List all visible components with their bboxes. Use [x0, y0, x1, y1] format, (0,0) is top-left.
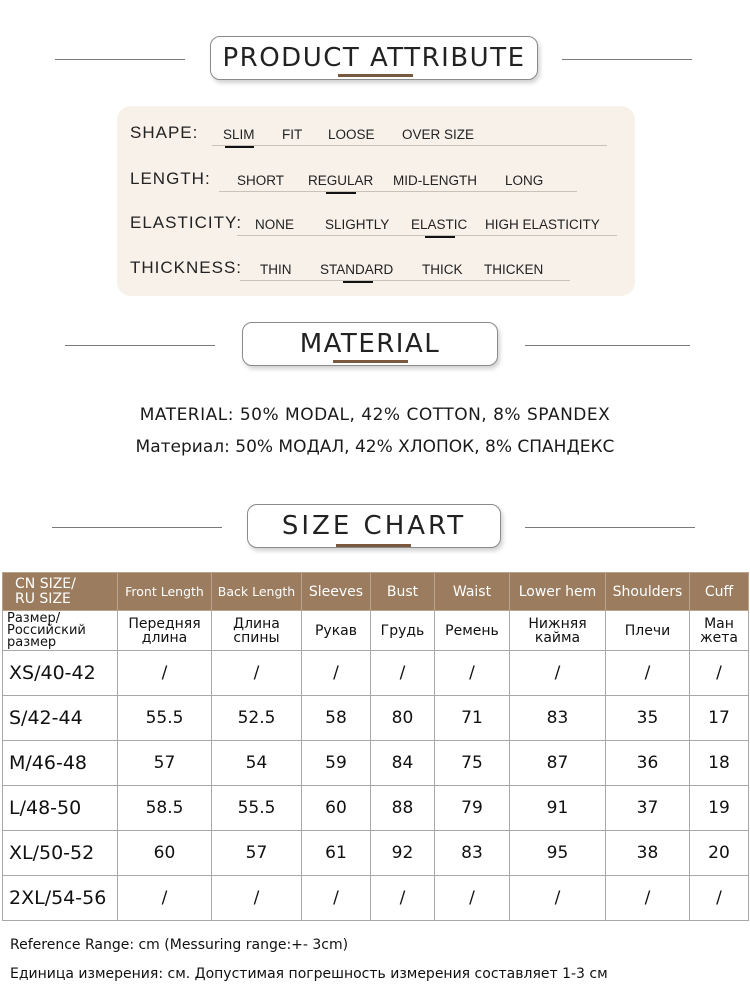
- attr-option-fit: FIT: [282, 127, 303, 142]
- attr-option-high-elasticity: HIGH ELASTICITY: [485, 217, 600, 232]
- cell-waist: 75: [435, 741, 510, 786]
- cell-shoulders: 38: [606, 831, 690, 876]
- cell-bust: 92: [371, 831, 435, 876]
- attr-label-elasticity: ELASTICITY:: [130, 213, 243, 232]
- attr-option-elastic: ELASTIC: [411, 217, 468, 232]
- col-header-back-length: Back Length: [212, 573, 302, 611]
- cell-shoulders: /: [606, 651, 690, 696]
- col-header-cuff: Cuff: [690, 573, 749, 611]
- product-attribute-title: PRODUCT ATTRIBUTE: [210, 36, 538, 80]
- heading-accent: [336, 544, 411, 547]
- attr-option-standard: STANDARD: [320, 262, 394, 277]
- cell-size: 2XL/54-56: [3, 876, 118, 921]
- cell-front-length: /: [118, 651, 212, 696]
- attr-row-length: [117, 157, 635, 197]
- heading-rule-right: [525, 527, 695, 528]
- attr-option-mid-length: MID-LENGTH: [393, 173, 477, 188]
- selected-marker-shape: [225, 146, 254, 148]
- cell-waist: 83: [435, 831, 510, 876]
- cell-shoulders: 36: [606, 741, 690, 786]
- cell-front-length: 60: [118, 831, 212, 876]
- cell-size: S/42-44: [3, 696, 118, 741]
- attr-option-over-size: OVER SIZE: [402, 127, 475, 142]
- cell-sleeves: 61: [302, 831, 371, 876]
- cell-lower-hem: 95: [510, 831, 606, 876]
- cell-lower-hem: 91: [510, 786, 606, 831]
- material-title: MATERIAL: [242, 322, 498, 366]
- heading-accent: [338, 74, 413, 77]
- attr-row-shape: [117, 111, 635, 151]
- attr-row-elasticity: [117, 201, 635, 241]
- cell-lower-hem: /: [510, 876, 606, 921]
- cell-waist: 71: [435, 696, 510, 741]
- ru-header-waist: Ремень: [435, 611, 510, 651]
- ru-header-bust: Грудь: [371, 611, 435, 651]
- cell-shoulders: 37: [606, 786, 690, 831]
- attr-label-thickness: THICKNESS:: [130, 258, 243, 277]
- cell-bust: 84: [371, 741, 435, 786]
- cell-front-length: /: [118, 876, 212, 921]
- col-header-size: [3, 573, 118, 611]
- size-chart-heading: [0, 500, 750, 556]
- size-chart-header-row: [3, 573, 749, 611]
- attr-row-thickness: [117, 246, 635, 286]
- cell-lower-hem: 87: [510, 741, 606, 786]
- attr-underline: [240, 280, 570, 281]
- ru-header-front-length: Передняя длина: [118, 611, 212, 651]
- ru-header-size: Размер/ Российский размер: [3, 611, 118, 651]
- table-row: [3, 651, 749, 696]
- cell-cuff: /: [690, 651, 749, 696]
- cell-front-length: 57: [118, 741, 212, 786]
- cell-shoulders: 35: [606, 696, 690, 741]
- heading-rule-right: [525, 345, 690, 346]
- heading-rule-left: [55, 59, 185, 60]
- cell-cuff: 17: [690, 696, 749, 741]
- col-header-front-length: Front Length: [118, 573, 212, 611]
- cell-cuff: 20: [690, 831, 749, 876]
- attr-option-thick: THICK: [422, 262, 463, 277]
- table-row: [3, 831, 749, 876]
- cell-size: M/46-48: [3, 741, 118, 786]
- cell-front-length: 58.5: [118, 786, 212, 831]
- col-header-lower-hem: Lower hem: [510, 573, 606, 611]
- cell-size: L/48-50: [3, 786, 118, 831]
- selected-marker-thickness: [343, 281, 373, 283]
- cell-back-length: 55.5: [212, 786, 302, 831]
- cell-bust: /: [371, 876, 435, 921]
- attr-underline: [219, 191, 577, 192]
- size-chart-ru-header-row: [3, 611, 749, 651]
- size-chart-title: SIZE CHART: [247, 504, 501, 548]
- attr-option-slim: SLIM: [223, 127, 255, 142]
- heading-rule-left: [65, 345, 215, 346]
- cell-bust: 80: [371, 696, 435, 741]
- cell-bust: 88: [371, 786, 435, 831]
- attr-option-none: NONE: [255, 217, 295, 232]
- ru-header-cuff: Ман жета: [690, 611, 749, 651]
- cell-sleeves: 58: [302, 696, 371, 741]
- table-row: [3, 696, 749, 741]
- attr-option-loose: LOOSE: [328, 127, 375, 142]
- attr-label-shape: SHAPE:: [130, 123, 199, 142]
- attr-label-length: LENGTH:: [130, 169, 211, 188]
- cell-size: XS/40-42: [3, 651, 118, 696]
- selected-marker-length: [326, 192, 356, 194]
- attr-option-thin: THIN: [260, 262, 292, 277]
- cell-lower-hem: /: [510, 651, 606, 696]
- heading-accent: [333, 360, 408, 363]
- attribute-panel: [117, 106, 635, 296]
- table-row: [3, 741, 749, 786]
- cell-back-length: /: [212, 651, 302, 696]
- col-header-shoulders: Shoulders: [606, 573, 690, 611]
- table-row: [3, 876, 749, 921]
- heading-rule-left: [52, 527, 222, 528]
- cell-front-length: 55.5: [118, 696, 212, 741]
- cell-waist: /: [435, 651, 510, 696]
- reference-range-ru: Единица измерения: см. Допустимая погрешность измерения составляет 1-3 см: [10, 966, 608, 982]
- col-header-size-text: CN SIZE/ RU SIZE: [15, 575, 76, 607]
- material-composition-en: MATERIAL: 50% MODAL, 42% COTTON, 8% SPANDEX: [139, 405, 611, 425]
- product-attribute-heading: [0, 32, 750, 88]
- cell-back-length: /: [212, 876, 302, 921]
- heading-rule-right: [562, 59, 692, 60]
- reference-range-en: Reference Range: cm (Messuring range:+- 3cm): [10, 937, 349, 953]
- cell-back-length: 57: [212, 831, 302, 876]
- cell-cuff: 19: [690, 786, 749, 831]
- attr-option-regular: REGULAR: [308, 173, 374, 188]
- material-heading: [0, 318, 750, 374]
- cell-shoulders: /: [606, 876, 690, 921]
- table-row: [3, 786, 749, 831]
- cell-sleeves: /: [302, 651, 371, 696]
- cell-sleeves: 59: [302, 741, 371, 786]
- material-composition-ru: Материал: 50% МОДАЛ, 42% ХЛОПОК, 8% СПАНДЕКС: [135, 437, 615, 457]
- size-chart-table: [2, 572, 749, 921]
- attr-option-slightly: SLIGHTLY: [325, 217, 390, 232]
- cell-cuff: 18: [690, 741, 749, 786]
- cell-size: XL/50-52: [3, 831, 118, 876]
- ru-header-back-length: Длина спины: [212, 611, 302, 651]
- col-header-bust: Bust: [371, 573, 435, 611]
- col-header-sleeves: Sleeves: [302, 573, 371, 611]
- cell-cuff: /: [690, 876, 749, 921]
- cell-lower-hem: 83: [510, 696, 606, 741]
- attr-underline: [212, 145, 607, 146]
- cell-sleeves: /: [302, 876, 371, 921]
- cell-sleeves: 60: [302, 786, 371, 831]
- cell-back-length: 52.5: [212, 696, 302, 741]
- cell-bust: /: [371, 651, 435, 696]
- ru-header-shoulders: Плечи: [606, 611, 690, 651]
- col-header-waist: Waist: [435, 573, 510, 611]
- attr-option-short: SHORT: [237, 173, 285, 188]
- attr-option-long: LONG: [505, 173, 544, 188]
- ru-header-sleeves: Рукав: [302, 611, 371, 651]
- cell-waist: 79: [435, 786, 510, 831]
- selected-marker-elasticity: [425, 236, 455, 238]
- cell-back-length: 54: [212, 741, 302, 786]
- ru-header-lower-hem: Нижняя кайма: [510, 611, 606, 651]
- cell-waist: /: [435, 876, 510, 921]
- attr-option-thicken: THICKEN: [484, 262, 544, 277]
